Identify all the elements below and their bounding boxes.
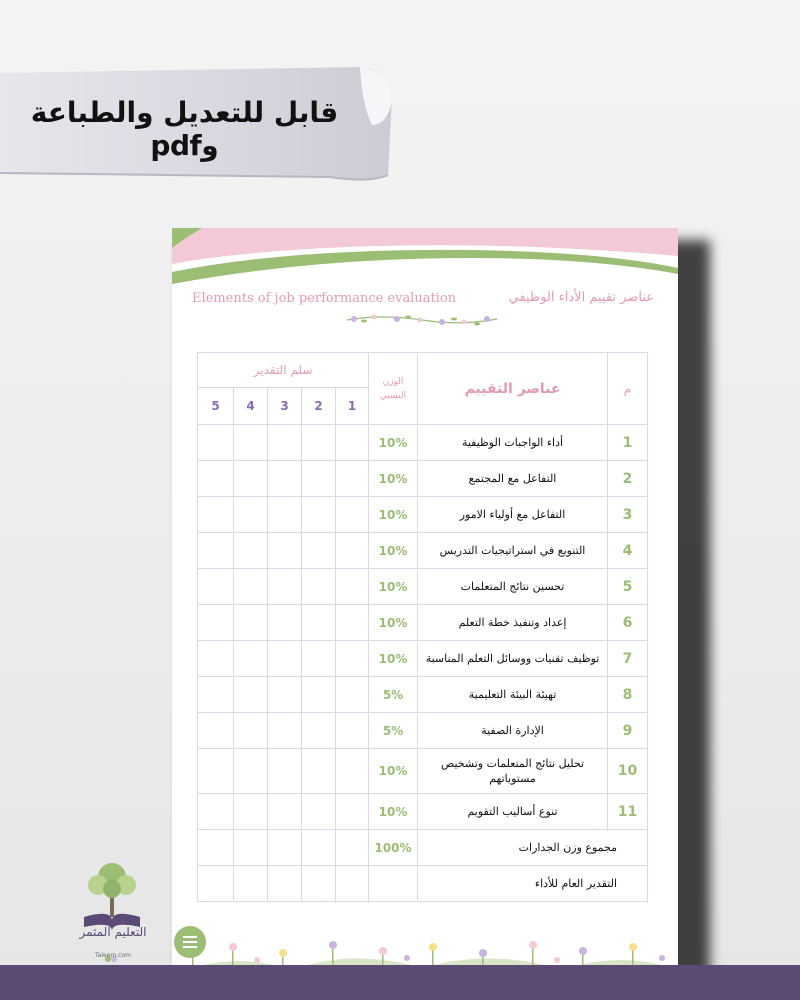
score-cell[interactable] — [302, 605, 336, 641]
score-cell[interactable] — [234, 533, 268, 569]
score-cell[interactable] — [302, 461, 336, 497]
bottom-bar — [0, 965, 800, 1000]
score-cell[interactable] — [198, 641, 234, 677]
table-row — [198, 461, 648, 497]
score-cell[interactable] — [336, 461, 369, 497]
row-number: 5 — [608, 569, 648, 605]
overall-label: التقدير العام للأداء — [418, 866, 648, 902]
score-cell[interactable] — [234, 425, 268, 461]
table-row — [198, 641, 648, 677]
score-cell[interactable] — [198, 830, 234, 866]
row-weight: 10% — [369, 569, 418, 605]
score-cell[interactable] — [198, 569, 234, 605]
row-weight: 10% — [369, 461, 418, 497]
score-cell[interactable] — [336, 605, 369, 641]
score-cell[interactable] — [302, 677, 336, 713]
row-element: التنويع في استراتيجيات التدريس — [418, 533, 608, 569]
score-cell[interactable] — [198, 677, 234, 713]
score-cell[interactable] — [336, 749, 369, 794]
row-weight: 5% — [369, 677, 418, 713]
row-weight: 10% — [369, 641, 418, 677]
score-cell[interactable] — [336, 569, 369, 605]
table-row — [198, 497, 648, 533]
scale-level-4: 4 — [234, 388, 268, 425]
score-cell[interactable] — [302, 794, 336, 830]
score-cell[interactable] — [268, 569, 302, 605]
score-cell[interactable] — [234, 677, 268, 713]
scale-level-3: 3 — [268, 388, 302, 425]
table-row — [198, 425, 648, 461]
tree-book-icon — [72, 855, 152, 965]
header-scale: سلم التقدير — [198, 353, 369, 388]
header-element: عناصر التقييم — [418, 353, 608, 425]
row-number: 1 — [608, 425, 648, 461]
banner-title: قابل للتعديل والطباعة وpdf — [30, 96, 339, 162]
row-number: 2 — [608, 461, 648, 497]
table-row — [198, 713, 648, 749]
score-cell[interactable] — [336, 641, 369, 677]
row-number: 10 — [608, 749, 648, 794]
score-cell[interactable] — [268, 497, 302, 533]
total-label: مجموع وزن الجدارات — [418, 830, 648, 866]
row-number: 3 — [608, 497, 648, 533]
score-cell[interactable] — [198, 533, 234, 569]
score-cell[interactable] — [336, 713, 369, 749]
score-cell[interactable] — [234, 641, 268, 677]
row-weight: 10% — [369, 749, 418, 794]
score-cell[interactable] — [268, 749, 302, 794]
row-weight: 5% — [369, 713, 418, 749]
score-cell[interactable] — [336, 677, 369, 713]
score-cell[interactable] — [336, 497, 369, 533]
row-element: تحسين نتائج المتعلمات — [418, 569, 608, 605]
table-row — [198, 794, 648, 830]
score-cell[interactable] — [198, 749, 234, 794]
overall-weight-cell[interactable] — [369, 866, 418, 902]
row-element: توظيف تقنيات ووسائل التعلم المناسبة — [418, 641, 608, 677]
row-element: تنوع أساليب التقويم — [418, 794, 608, 830]
score-cell[interactable] — [268, 605, 302, 641]
row-number: 7 — [608, 641, 648, 677]
title-arabic: عناصر تقييم الأداء الوظيفي — [508, 290, 654, 305]
score-cell[interactable] — [336, 830, 369, 866]
score-cell[interactable] — [198, 461, 234, 497]
total-weight: 100% — [369, 830, 418, 866]
evaluation-table — [197, 352, 648, 902]
score-cell[interactable] — [234, 794, 268, 830]
score-cell[interactable] — [234, 569, 268, 605]
score-cell[interactable] — [302, 533, 336, 569]
score-cell[interactable] — [198, 794, 234, 830]
row-number: 6 — [608, 605, 648, 641]
row-number: 11 — [608, 794, 648, 830]
score-cell[interactable] — [268, 713, 302, 749]
header-index: م — [608, 353, 648, 425]
score-cell[interactable] — [302, 866, 336, 902]
row-element: إعداد وتنفيذ خطة التعلم — [418, 605, 608, 641]
score-cell[interactable] — [336, 866, 369, 902]
header-weight: الوزن النسبي — [369, 353, 418, 425]
score-cell[interactable] — [234, 461, 268, 497]
score-cell[interactable] — [302, 569, 336, 605]
score-cell[interactable] — [336, 425, 369, 461]
row-weight: 10% — [369, 497, 418, 533]
score-cell[interactable] — [234, 830, 268, 866]
row-weight: 10% — [369, 794, 418, 830]
score-cell[interactable] — [302, 749, 336, 794]
score-cell[interactable] — [268, 677, 302, 713]
row-element: التفاعل مع أولياء الامور — [418, 497, 608, 533]
header-wave — [172, 228, 678, 298]
table-row — [198, 569, 648, 605]
score-cell[interactable] — [268, 533, 302, 569]
row-number: 4 — [608, 533, 648, 569]
row-weight: 10% — [369, 425, 418, 461]
score-cell[interactable] — [234, 605, 268, 641]
score-cell[interactable] — [198, 713, 234, 749]
score-cell[interactable] — [234, 497, 268, 533]
score-cell[interactable] — [268, 425, 302, 461]
row-element: تهيئة البيئة التعليمية — [418, 677, 608, 713]
score-cell[interactable] — [336, 794, 369, 830]
score-cell[interactable] — [268, 641, 302, 677]
score-cell[interactable] — [234, 866, 268, 902]
row-weight: 10% — [369, 533, 418, 569]
score-cell[interactable] — [302, 425, 336, 461]
table-row — [198, 605, 648, 641]
floral-divider — [342, 310, 502, 328]
score-cell[interactable] — [198, 425, 234, 461]
score-cell[interactable] — [302, 641, 336, 677]
overall-row — [198, 866, 648, 902]
row-element: تحليل نتائج المتعلمات وتشخيص مستوياتهم — [418, 749, 608, 794]
scale-level-2: 2 — [302, 388, 336, 425]
score-cell[interactable] — [268, 866, 302, 902]
row-number: 8 — [608, 677, 648, 713]
score-cell[interactable] — [234, 713, 268, 749]
score-cell[interactable] — [268, 830, 302, 866]
score-cell[interactable] — [302, 713, 336, 749]
score-cell[interactable] — [234, 749, 268, 794]
score-cell[interactable] — [302, 830, 336, 866]
score-cell[interactable] — [198, 605, 234, 641]
document-page — [172, 228, 678, 975]
score-cell[interactable] — [268, 794, 302, 830]
table-row — [198, 749, 648, 794]
scale-level-5: 5 — [198, 388, 234, 425]
total-row — [198, 830, 648, 866]
logo-name: التعليم المثمر — [79, 925, 147, 939]
scale-level-1: 1 — [336, 388, 369, 425]
score-cell[interactable] — [268, 461, 302, 497]
score-cell[interactable] — [198, 866, 234, 902]
table-row — [198, 533, 648, 569]
row-element: الإدارة الصفية — [418, 713, 608, 749]
logo-site: Taleem.com — [95, 952, 131, 959]
row-weight: 10% — [369, 605, 418, 641]
table-row — [198, 677, 648, 713]
score-cell[interactable] — [336, 533, 369, 569]
row-number: 9 — [608, 713, 648, 749]
row-element: التفاعل مع المجتمع — [418, 461, 608, 497]
title-english: Elements of job performance evaluation — [192, 291, 457, 306]
row-element: أداء الواجبات الوظيفية — [418, 425, 608, 461]
list-icon[interactable] — [174, 926, 206, 958]
score-cell[interactable] — [198, 497, 234, 533]
score-cell[interactable] — [302, 497, 336, 533]
